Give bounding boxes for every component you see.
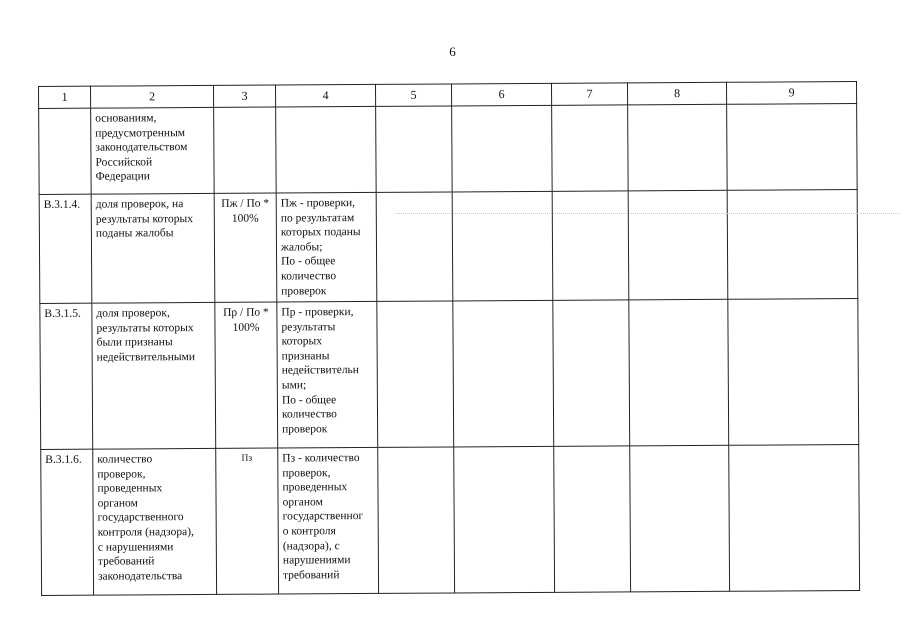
column-header: 7 [551,83,627,105]
row-code: В.3.1.4. [39,194,92,303]
row-explanation: Пр - проверки, результаты которых признаны недействительн ыми; По - общее количество проверок [277,301,378,448]
table-row [39,189,858,303]
row-cell-9 [727,103,858,190]
column-header: 6 [451,83,551,106]
row-explanation [276,106,377,193]
row-formula: Пр / По * 100% [215,302,278,448]
row-cell-9 [727,189,858,299]
row-cell-9 [728,298,859,445]
row-cell-7 [552,191,629,300]
row-description: основаниям, предусмотренным законодательством Российской Федерации [91,107,215,194]
table-row [41,444,860,595]
row-cell-8 [628,190,728,300]
row-cell-6 [454,446,555,593]
column-header: 5 [375,84,451,106]
row-description: доля проверок, результаты которых были признаны недействительными [92,302,216,449]
scan-dotted-line [395,213,900,215]
row-explanation: Пж - проверки, по результатам которых поданы жалобы; По - общее количество проверок [276,192,377,302]
column-header: 4 [275,84,375,107]
row-formula: Пз [216,448,279,594]
indicator-table [38,81,860,596]
column-header: 3 [213,85,275,107]
table-row [40,298,859,449]
row-formula [214,107,277,193]
row-formula: Пж / По * 100% [214,193,277,302]
row-code [39,108,92,194]
row-code: В.3.1.6. [41,449,94,595]
column-header: 9 [726,82,856,105]
row-cell-5 [378,447,455,593]
row-cell-8 [630,445,730,592]
row-explanation: Пз - количество проверок, проведенных органом государственног о контроля (надзора), с нарушениями требований [278,447,379,594]
page-number: 6 [449,44,456,59]
row-cell-6 [452,105,553,192]
row-cell-6 [452,191,553,301]
row-cell-9 [729,444,860,591]
row-cell-8 [628,104,728,191]
row-cell-7 [554,446,631,592]
row-cell-5 [376,192,453,301]
row-cell-6 [453,300,554,447]
row-cell-5 [376,106,453,192]
column-header: 8 [627,82,726,105]
row-cell-7 [553,300,630,446]
column-header: 2 [91,85,214,108]
row-description: количество проверок, проведенных органом государственного контроля (надзора), с нарушениями требований законодательства [93,448,217,595]
row-description: доля проверок, на результаты которых поданы жалобы [91,193,215,303]
row-cell-7 [552,105,629,191]
row-cell-8 [629,299,729,446]
table-row [39,103,858,194]
row-cell-5 [377,301,454,447]
column-header: 1 [39,86,91,108]
row-code: В.3.1.5. [40,303,93,449]
